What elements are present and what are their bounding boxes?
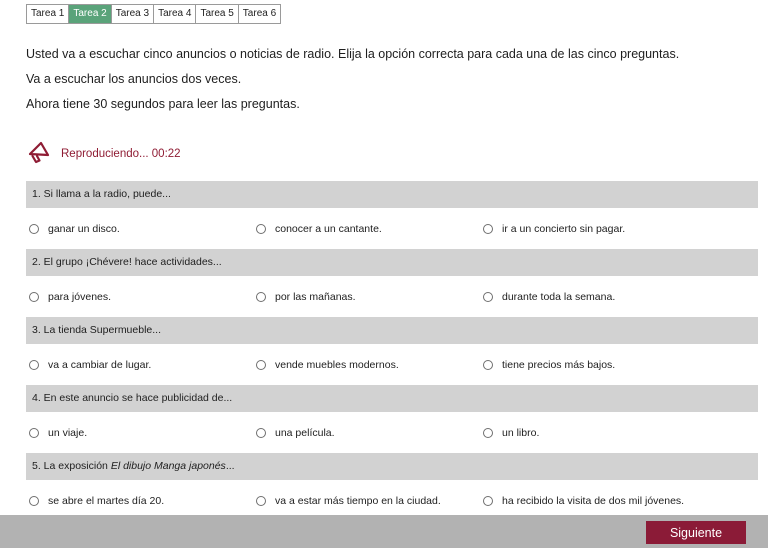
option-label: un viaje. <box>48 426 88 439</box>
question-4-options <box>26 412 758 453</box>
option-label: se abre el martes día 20. <box>48 494 165 507</box>
instructions <box>26 46 746 121</box>
instruction-line-3: Ahora tiene 30 segundos para leer las preguntas. <box>26 97 300 111</box>
option-label: va a estar más tiempo en la ciudad. <box>275 494 441 507</box>
option-label: por las mañanas. <box>275 290 356 303</box>
question-1-options <box>26 208 758 249</box>
tab-tarea-4[interactable]: Tarea 4 <box>154 5 196 23</box>
question-text-suffix: ... <box>225 460 235 472</box>
option-3c[interactable] <box>483 344 615 385</box>
option-1b[interactable] <box>256 208 382 249</box>
radio-button[interactable] <box>29 360 39 370</box>
option-label: conocer a un cantante. <box>275 222 382 235</box>
option-2a[interactable] <box>29 276 111 317</box>
radio-button[interactable] <box>256 360 266 370</box>
question-text: 2. El grupo ¡Chévere! hace actividades... <box>32 256 222 268</box>
tab-tarea-5[interactable]: Tarea 5 <box>196 5 238 23</box>
option-2c[interactable] <box>483 276 615 317</box>
radio-button[interactable] <box>483 428 493 438</box>
option-4c[interactable] <box>483 412 539 453</box>
question-5 <box>26 453 758 480</box>
option-3a[interactable] <box>29 344 151 385</box>
question-3 <box>26 317 758 344</box>
option-3b[interactable] <box>256 344 399 385</box>
tab-tarea-6[interactable]: Tarea 6 <box>239 5 280 23</box>
task-tabs <box>26 4 281 24</box>
footer-bar <box>0 515 768 548</box>
tab-tarea-1[interactable]: Tarea 1 <box>27 5 69 23</box>
megaphone-icon <box>26 139 52 170</box>
radio-button[interactable] <box>483 292 493 302</box>
option-label: va a cambiar de lugar. <box>48 358 152 371</box>
radio-button[interactable] <box>29 496 39 506</box>
radio-button[interactable] <box>29 428 39 438</box>
option-label: vende muebles modernos. <box>275 358 399 371</box>
option-label: una película. <box>275 426 335 439</box>
option-label: un libro. <box>502 426 540 439</box>
radio-button[interactable] <box>29 224 39 234</box>
instruction-line-1: Usted va a escuchar cinco anuncios o noticias de radio. Elija la opción correcta para cada una de las cinco preguntas. <box>26 47 680 61</box>
radio-button[interactable] <box>256 428 266 438</box>
radio-button[interactable] <box>483 496 493 506</box>
option-label: ir a un concierto sin pagar. <box>502 222 626 235</box>
question-text: 4. En este anuncio se hace publicidad de... <box>32 392 233 404</box>
audio-player <box>26 140 181 168</box>
radio-button[interactable] <box>256 496 266 506</box>
question-text: 3. La tienda Supermueble... <box>32 324 162 336</box>
option-1a[interactable] <box>29 208 120 249</box>
option-label: ha recibido la visita de dos mil jóvenes. <box>502 494 685 507</box>
next-button[interactable]: Siguiente <box>646 521 746 544</box>
option-2b[interactable] <box>256 276 356 317</box>
question-3-options <box>26 344 758 385</box>
option-1c[interactable] <box>483 208 625 249</box>
exhibition-title: El dibujo Manga japonés <box>110 460 226 472</box>
radio-button[interactable] <box>256 224 266 234</box>
question-2-options <box>26 276 758 317</box>
radio-button[interactable] <box>256 292 266 302</box>
option-4b[interactable] <box>256 412 335 453</box>
option-4a[interactable] <box>29 412 87 453</box>
instruction-line-2: Va a escuchar los anuncios dos veces. <box>26 72 242 86</box>
tab-tarea-2[interactable]: Tarea 2 <box>69 5 111 23</box>
option-label: para jóvenes. <box>48 290 112 303</box>
question-text: 5. La exposición <box>32 460 111 472</box>
question-1 <box>26 181 758 208</box>
radio-button[interactable] <box>483 224 493 234</box>
option-label: ganar un disco. <box>48 222 120 235</box>
question-text: 1. Si llama a la radio, puede... <box>32 188 171 200</box>
playback-status: Reproduciendo... 00:22 <box>61 148 181 160</box>
radio-button[interactable] <box>483 360 493 370</box>
question-4 <box>26 385 758 412</box>
option-label: durante toda la semana. <box>502 290 616 303</box>
question-list <box>26 181 758 521</box>
radio-button[interactable] <box>29 292 39 302</box>
option-label: tiene precios más bajos. <box>502 358 616 371</box>
question-2 <box>26 249 758 276</box>
tab-tarea-3[interactable]: Tarea 3 <box>112 5 154 23</box>
